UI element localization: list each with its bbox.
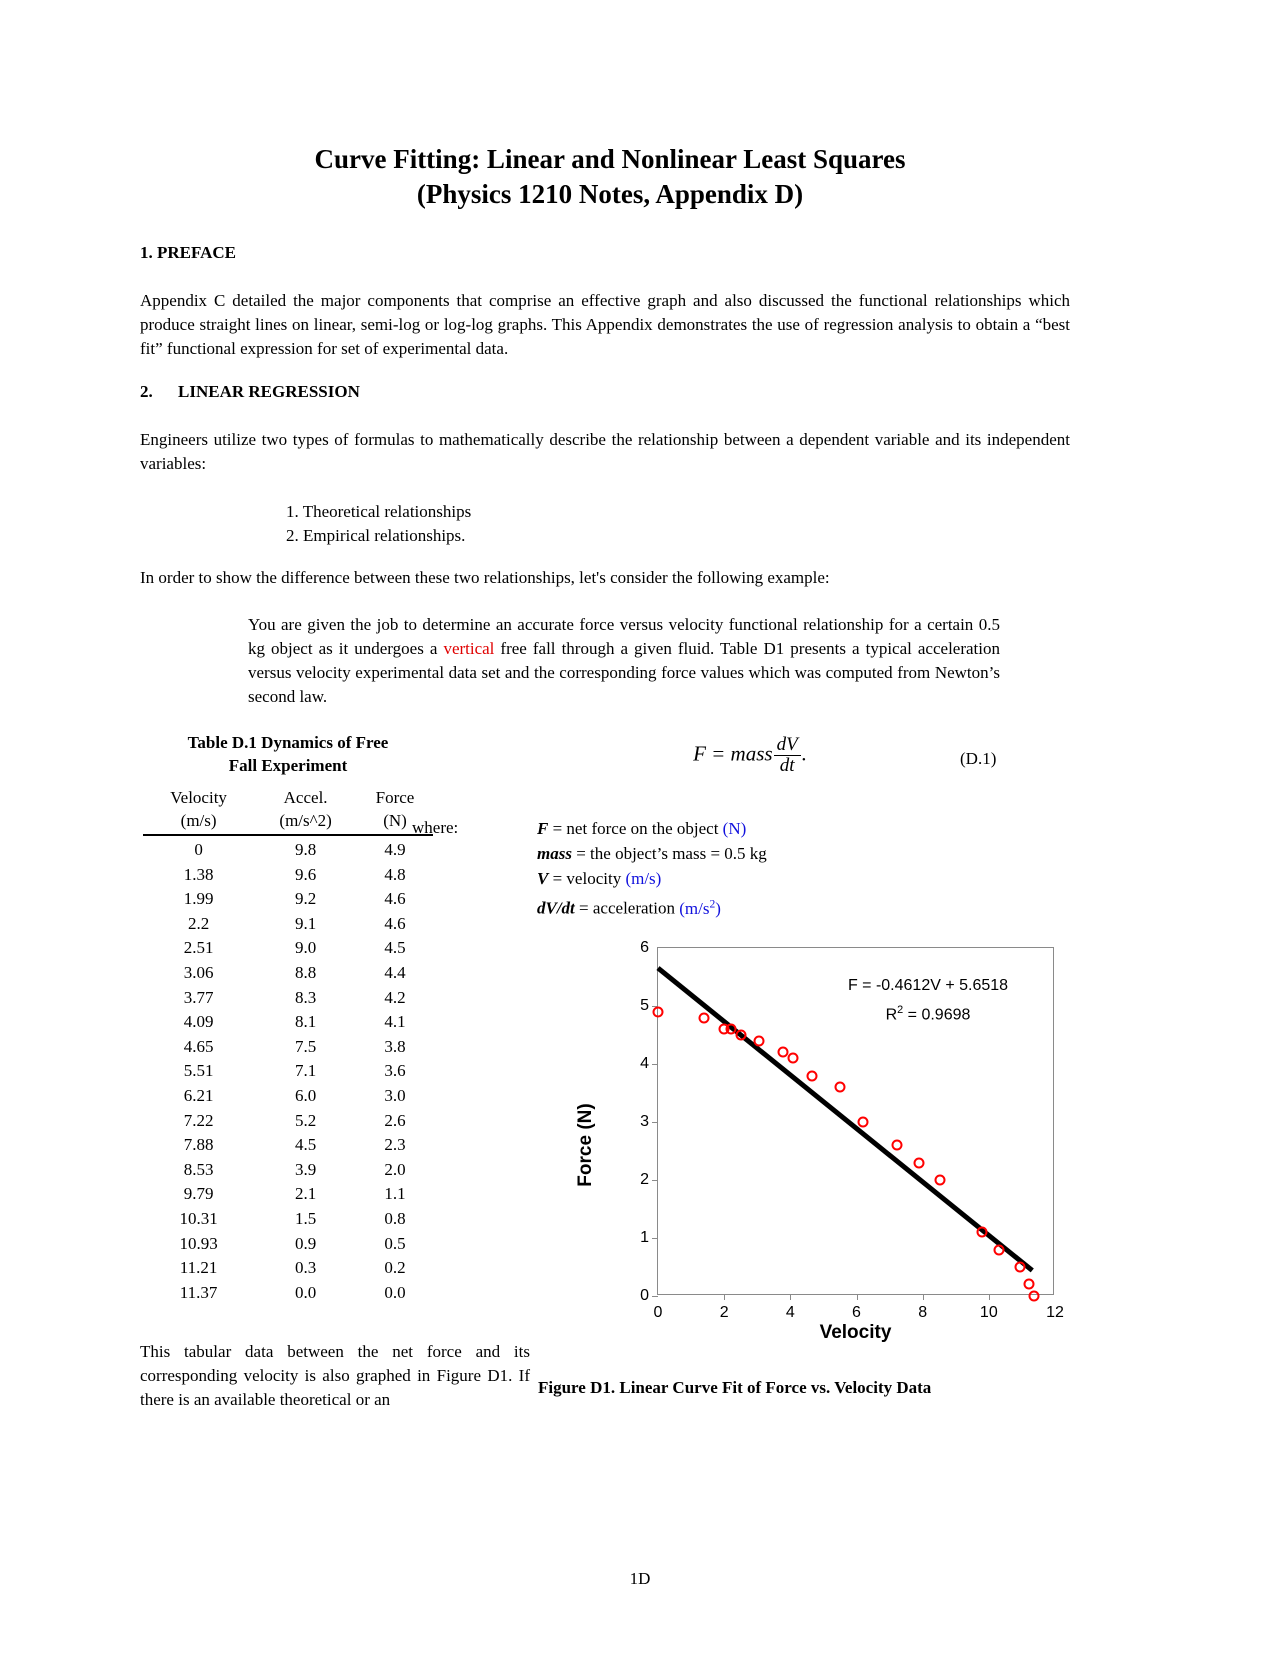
table-cell-velocity: 4.65 xyxy=(183,1036,214,1056)
data-point-marker xyxy=(806,1070,817,1081)
table-d1 xyxy=(143,731,433,1305)
x-tick-mark xyxy=(923,1294,924,1300)
figure-caption: Figure D1. Linear Curve Fit of Force vs. Velocity Data xyxy=(538,1378,932,1397)
table-cell-accel: 0.9 xyxy=(294,1233,317,1253)
data-point-marker xyxy=(994,1244,1005,1255)
table-cell-force: 0.8 xyxy=(384,1208,406,1228)
x-tick-label: 10 xyxy=(979,1304,998,1321)
example-text-part2: free fall through a given fluid. Table D1 presents a typical acceleration versus velocity experimental data set and the corresponding force values which was computed from Newton’s second law. xyxy=(248,639,1000,706)
table-row xyxy=(143,1133,433,1158)
definition-symbol: F xyxy=(537,819,549,838)
definition-symbol: V xyxy=(537,869,549,888)
example-text-part1: You are given the job to determine an accurate force versus velocity functional relationship for a certain 0.5 kg object as it undergoes a xyxy=(248,615,1000,658)
table-cell-velocity: 5.51 xyxy=(183,1061,214,1081)
data-point-marker xyxy=(935,1175,946,1186)
table-cell-velocity: 2.2 xyxy=(187,913,210,933)
table-row xyxy=(143,863,433,888)
fraction-numerator: dV xyxy=(776,734,798,755)
definition-text: = the object’s mass = 0.5 kg xyxy=(571,844,767,863)
title-line-2: (Physics 1210 Notes, Appendix D) xyxy=(416,179,804,209)
table-cell-force: 4.1 xyxy=(384,1012,406,1032)
y-tick-mark xyxy=(652,1122,658,1123)
equation-trailing-period: . xyxy=(801,741,807,766)
data-point-marker xyxy=(653,1006,664,1017)
table-row xyxy=(143,887,433,912)
table-header-row xyxy=(143,786,433,809)
x-tick-mark xyxy=(724,1294,725,1300)
table-row xyxy=(143,1182,433,1207)
table-cell-accel: 8.1 xyxy=(294,1012,317,1032)
figure-d1-chart xyxy=(575,939,1070,1350)
table-cell-accel: 0.0 xyxy=(294,1282,317,1302)
data-point-marker xyxy=(736,1030,747,1041)
y-tick-label: 1 xyxy=(640,1229,649,1246)
table-cell-force: 2.6 xyxy=(384,1110,406,1130)
page-title xyxy=(140,142,1080,212)
plot-area xyxy=(640,939,1064,1321)
table-cell-force: 3.8 xyxy=(384,1036,406,1056)
data-point-marker xyxy=(777,1047,788,1058)
data-point-marker xyxy=(913,1157,924,1168)
data-point-marker xyxy=(754,1035,765,1046)
table-cell-force: 2.0 xyxy=(384,1159,406,1179)
x-tick-mark xyxy=(989,1294,990,1300)
table-cell-accel: 7.1 xyxy=(294,1061,317,1081)
table-cell-accel: 3.9 xyxy=(294,1159,317,1179)
table-cell-accel: 9.6 xyxy=(294,864,317,884)
data-point-marker xyxy=(1029,1291,1040,1302)
table-cell-velocity: 4.09 xyxy=(183,1012,214,1032)
data-point-marker xyxy=(698,1012,709,1023)
y-tick-label: 0 xyxy=(640,1287,649,1304)
table-cell-velocity: 3.77 xyxy=(183,987,214,1007)
y-tick-mark xyxy=(652,1296,658,1297)
where-label: where: xyxy=(412,818,459,837)
definition-row xyxy=(537,866,767,891)
x-tick-label: 6 xyxy=(852,1304,861,1321)
y-tick-mark xyxy=(652,1238,658,1239)
dynamics-data-table xyxy=(143,786,433,1305)
table-cell-velocity: 1.38 xyxy=(183,864,214,884)
fraction-denominator: dt xyxy=(774,755,801,776)
table-row xyxy=(143,1256,433,1281)
x-tick-mark xyxy=(790,1294,791,1300)
x-tick-label: 4 xyxy=(785,1304,795,1321)
column-units-accel: (m/s^2) xyxy=(254,809,357,835)
table-cell-accel: 8.3 xyxy=(294,987,317,1007)
x-tick-label: 2 xyxy=(719,1304,729,1321)
column-units-velocity: (m/s) xyxy=(143,809,254,835)
table-head xyxy=(143,786,433,835)
table-row xyxy=(143,936,433,961)
table-cell-velocity: 10.31 xyxy=(179,1208,218,1228)
definition-symbol: mass xyxy=(537,844,572,863)
table-cell-accel: 9.0 xyxy=(294,938,317,958)
table-row xyxy=(143,986,433,1011)
table-cell-force: 4.8 xyxy=(384,864,406,884)
table-cell-accel: 6.0 xyxy=(294,1085,317,1105)
y-tick-label: 6 xyxy=(640,939,649,956)
data-point-marker xyxy=(976,1227,987,1238)
closing-paragraph: This tabular data between the net force and its corresponding velocity is also graphed in Figure D1. If there is an available theoretical or an xyxy=(140,1342,530,1409)
equation-d1 xyxy=(560,735,940,776)
table-cell-velocity: 7.22 xyxy=(183,1110,214,1130)
x-tick-label: 12 xyxy=(1046,1304,1064,1321)
table-row xyxy=(143,1232,433,1257)
r-squared-text: $R^2 = 0.9698$ xyxy=(885,1004,971,1024)
y-axis-title: Force (N) xyxy=(575,1103,596,1187)
table-cell-velocity: 8.53 xyxy=(183,1159,214,1179)
x-tick-mark xyxy=(857,1294,858,1300)
linear-regression-heading xyxy=(140,382,360,402)
column-units-force: (N) xyxy=(357,809,433,835)
table-cell-force: 2.3 xyxy=(384,1135,406,1155)
page-footer: 1D xyxy=(629,1569,651,1588)
table-cell-velocity: 10.93 xyxy=(179,1233,218,1253)
table-caption xyxy=(143,731,433,777)
x-tick-label: 8 xyxy=(918,1304,928,1321)
y-tick-mark xyxy=(652,1064,658,1065)
table-row xyxy=(143,912,433,937)
table-cell-velocity: 9.79 xyxy=(183,1184,214,1204)
table-cell-accel: 9.8 xyxy=(294,840,317,859)
table-row xyxy=(143,1059,433,1084)
table-caption-line-2: Fall Experiment xyxy=(228,756,348,775)
table-cell-force: 1.1 xyxy=(384,1184,406,1204)
definition-unit: (m/s) xyxy=(625,869,662,888)
table-row xyxy=(143,1035,433,1060)
data-point-marker xyxy=(891,1140,902,1151)
preface-paragraph: Appendix C detailed the major components that comprise an effective graph and also discussed the functional relationships which produce straight lines on linear, semi-log or log-log graphs. This Appendix demonstrates the use of regression analysis to obtain a “best fit” functional expression for set of experimental data. xyxy=(140,291,1070,358)
table-cell-force: 4.2 xyxy=(384,987,406,1007)
table-cell-velocity: 2.51 xyxy=(183,938,214,958)
table-cell-force: 0.5 xyxy=(384,1233,406,1253)
table-cell-force: 3.0 xyxy=(384,1085,406,1105)
table-cell-velocity: 0 xyxy=(194,840,203,859)
regression-line xyxy=(658,968,1032,1270)
table-cell-force: 0.0 xyxy=(384,1282,406,1302)
table-cell-velocity: 6.21 xyxy=(183,1085,214,1105)
table-caption-line-1: Table D.1 Dynamics of Free xyxy=(187,733,389,752)
definition-text: = velocity xyxy=(548,869,626,888)
table-cell-accel: 0.3 xyxy=(294,1258,317,1278)
data-point-marker xyxy=(858,1117,869,1128)
table-cell-force: 4.9 xyxy=(384,840,406,859)
table-units-row xyxy=(143,809,433,835)
table-cell-accel: 9.2 xyxy=(294,889,317,909)
table-row xyxy=(143,835,433,863)
table-cell-velocity: 11.21 xyxy=(179,1258,218,1278)
data-point-marker xyxy=(788,1053,799,1064)
preface-heading: 1. PREFACE xyxy=(140,243,237,262)
y-tick-mark xyxy=(652,1180,658,1181)
y-tick-label: 3 xyxy=(640,1113,649,1130)
table-body xyxy=(143,835,433,1305)
equation-fraction xyxy=(774,735,801,776)
table-cell-accel: 7.5 xyxy=(294,1036,317,1056)
definition-text: = acceleration xyxy=(574,898,680,918)
table-row xyxy=(143,1010,433,1035)
symbol-definitions xyxy=(537,816,767,921)
table-cell-accel: 9.1 xyxy=(294,913,317,933)
table-row xyxy=(143,1207,433,1232)
linear-regression-heading-text: LINEAR REGRESSION xyxy=(178,382,360,401)
table-cell-force: 3.6 xyxy=(384,1061,406,1081)
definition-unit: (N) xyxy=(722,819,747,838)
table-cell-force: 4.4 xyxy=(384,962,406,982)
title-line-1: Curve Fitting: Linear and Nonlinear Least Squares xyxy=(314,144,906,174)
definition-row xyxy=(537,841,767,866)
table-cell-accel: 5.2 xyxy=(294,1110,317,1130)
data-point-marker xyxy=(1023,1279,1034,1290)
table-cell-velocity: 11.37 xyxy=(179,1282,218,1302)
example-paragraph xyxy=(248,613,1000,709)
y-tick-label: 2 xyxy=(640,1171,649,1188)
table-cell-force: 0.2 xyxy=(384,1258,406,1278)
definition-row xyxy=(537,891,767,921)
table-cell-accel: 4.5 xyxy=(294,1135,317,1155)
table-cell-force: 4.6 xyxy=(384,913,406,933)
list-item: 1. Theoretical relationships xyxy=(286,502,472,521)
relationship-list xyxy=(286,500,471,548)
table-row xyxy=(143,1158,433,1183)
column-header-velocity: Velocity xyxy=(170,788,227,807)
fit-line xyxy=(658,948,1053,1294)
data-point-marker xyxy=(835,1082,846,1093)
definition-symbol: dV/dt xyxy=(537,898,575,918)
table-row xyxy=(143,1109,433,1134)
definition-unit: $(m/s^2)$ xyxy=(679,897,721,918)
table-row xyxy=(143,1281,433,1306)
table-cell-velocity: 3.06 xyxy=(183,962,214,982)
table-cell-accel: 1.5 xyxy=(294,1208,317,1228)
column-header-accel: Accel. xyxy=(283,788,328,807)
list-item: 2. Empirical relationships. xyxy=(286,526,466,545)
equation-lhs: F = mass xyxy=(693,741,773,766)
fit-equation-text: F = -0.4612V + 5.6518 xyxy=(847,977,1009,994)
equation-number: (D.1) xyxy=(960,749,997,768)
column-header-force: Force xyxy=(375,788,415,807)
definition-row xyxy=(537,816,767,841)
x-tick-label: 0 xyxy=(653,1304,663,1321)
table-cell-force: 4.6 xyxy=(384,889,406,909)
table-cell-velocity: 1.99 xyxy=(183,889,214,909)
table-cell-force: 4.5 xyxy=(384,938,406,958)
y-tick-label: 4 xyxy=(640,1055,649,1072)
example-highlight-vertical: vertical xyxy=(443,639,495,658)
intro-paragraph: In order to show the difference between these two relationships, let's consider the following example: xyxy=(140,568,830,587)
y-tick-label: 5 xyxy=(640,997,649,1014)
table-row xyxy=(143,1084,433,1109)
x-axis-title: Velocity xyxy=(819,1322,892,1343)
data-point-marker xyxy=(1014,1262,1025,1273)
linear-regression-heading-number: 2. xyxy=(140,382,153,401)
table-cell-accel: 2.1 xyxy=(294,1184,317,1204)
table-cell-accel: 8.8 xyxy=(294,962,317,982)
table-cell-velocity: 7.88 xyxy=(183,1135,214,1155)
engineers-paragraph: Engineers utilize two types of formulas to mathematically describe the relationship between a dependent variable and its independent variables: xyxy=(140,430,1070,473)
table-row xyxy=(143,961,433,986)
definition-text: = net force on the object xyxy=(548,819,723,838)
